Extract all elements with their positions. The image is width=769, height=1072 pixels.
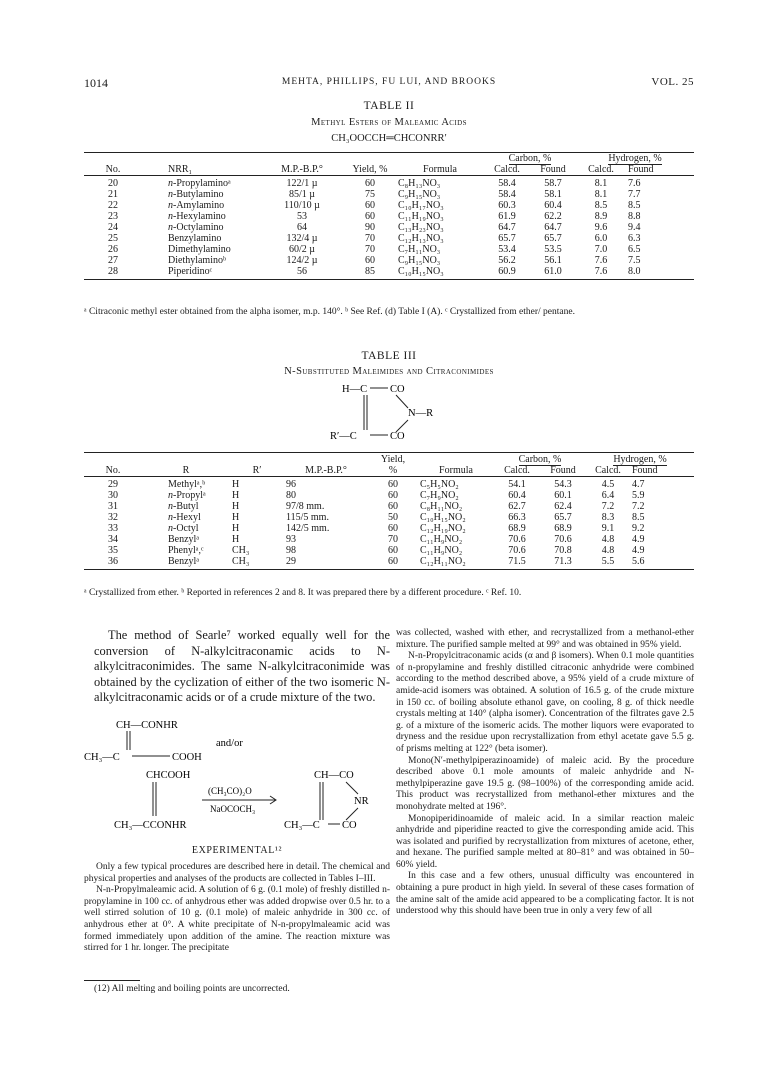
table2-cell: 25 <box>108 233 118 244</box>
table2-cell: 90 <box>365 222 375 233</box>
table3-cell: 98 <box>286 545 296 556</box>
table2-cell: 21 <box>108 189 118 200</box>
right-paragraph: Monopiperidinoamide of maleic acid. In a similar reaction maleic anhydride and piperidine reacted to give the corresponding amide acid. This was isolated and purified by recrystallization from mixtures of acetone, ether, and hexane. The purified sample melted at 80–81° and was obtained in 50–60% yield. <box>396 813 694 870</box>
table3-cell: 7.2 <box>632 501 645 512</box>
table2-cell: 65.7 <box>498 233 516 244</box>
intro-text: The method of Searle⁷ worked equally well for the conversion of N-alkylcitraconamic acids to N-alkylcitraconimides. The same N-alkylcitraconimide was obtained by the cyclization of either of the two isomeric N-alkylcitraconamic acids or of a crude mixture of the two. <box>94 628 390 704</box>
table3-cell: 4.7 <box>632 479 645 490</box>
table3-cell: n-Octyl <box>168 523 199 534</box>
table3-row <box>84 523 694 534</box>
table2-cell: 7.6 <box>594 255 608 266</box>
struct-top-right: CO <box>390 384 405 395</box>
table3-col-header: Calcd. <box>586 465 630 477</box>
table3-cell: 33 <box>108 523 118 534</box>
table3-cell: 93 <box>286 534 296 545</box>
table3-cell: 32 <box>108 512 118 523</box>
table3-row <box>84 534 694 545</box>
left-paragraph: Only a few typical procedures are described here in detail. The chemical and physical properties and analyses of the products are collected in Tables I–III. <box>84 862 390 884</box>
imide-structure <box>330 380 470 446</box>
table2-title: Methyl Esters of Maleamic Acids <box>311 117 467 128</box>
table3-cell: 68.9 <box>508 523 526 534</box>
table3-cell: Phenylᵃ,ᶜ <box>168 545 204 556</box>
table2-cell: 64.7 <box>544 222 562 233</box>
right-body <box>396 628 694 918</box>
table3-cell: 8.3 <box>601 512 615 523</box>
table2-cell: 85/1 µ <box>288 189 316 200</box>
table2-cell: 22 <box>108 200 118 211</box>
table3-cell: 8.5 <box>632 512 645 523</box>
table3-cell: 60 <box>388 501 398 512</box>
table3-cell: C₁₁H₉NO₂ <box>420 534 463 545</box>
table2-col-header: No. <box>84 164 142 176</box>
table3-cell: C₅H₅NO₂ <box>420 479 459 490</box>
table2-header-row <box>84 164 694 176</box>
table3-cell: 62.7 <box>508 501 526 512</box>
scheme-p-nr: NR <box>354 796 369 807</box>
table2-cell: 8.5 <box>628 200 641 211</box>
running-authors: MEHTA, PHILLIPS, FU LUI, AND BROOKS <box>281 77 497 87</box>
table2-row <box>84 222 694 233</box>
table2-col-header: M.P.-B.P.° <box>260 164 344 176</box>
table2-col-header: Found <box>530 164 576 176</box>
table2-cell: 61.9 <box>498 211 516 222</box>
table2-cell: 58.4 <box>498 178 516 189</box>
table2-footnote: ᵃ Citraconic methyl ester obtained from the alpha isomer, m.p. 140°. ᵇ See Ref. (d) Table I (A). ᶜ Crystallized from ether/ pentane. <box>84 307 575 317</box>
reaction-scheme <box>84 716 390 840</box>
table2-cell: n-Hexylamino <box>168 211 226 222</box>
table3-title: N-Substituted Maleimides and Citraconimides <box>284 366 494 377</box>
table2-cell: n-Butylamino <box>168 189 224 200</box>
table2-cell: 53.4 <box>498 244 516 255</box>
table2-cell: 110/10 µ <box>284 200 320 211</box>
table3-cell: 70.6 <box>508 545 526 556</box>
table2-row <box>84 244 694 255</box>
table3-cell: 80 <box>286 490 296 501</box>
scheme-s1-top: CH—CONHR <box>116 720 178 731</box>
table3-cell: Benzylᵃ <box>142 556 230 570</box>
table3-cell: 4.8 <box>601 545 615 556</box>
table3-cell: 31 <box>108 501 118 512</box>
table3-col-header: M.P.-B.P.° <box>284 465 368 477</box>
table3-cell: 7.2 <box>601 501 615 512</box>
table3-cell: 9.2 <box>632 523 645 534</box>
table3-row <box>84 477 694 491</box>
right-paragraph: In this case and a few others, unusual difficulty was encountered in obtaining a pure product in high yield. In several of these cases formation of the amine salt of the amide acid appeared to be a complicating factor. It is not understood why this should have been true in only a very few of all <box>396 871 694 917</box>
table3-cell: 70.8 <box>554 545 572 556</box>
table2-cell: 7.6 <box>576 266 626 280</box>
intro-paragraph <box>94 628 390 706</box>
table3-cell: 9.1 <box>601 523 615 534</box>
table2-cell: 85 <box>344 266 396 280</box>
table2-cell: 6.3 <box>628 233 641 244</box>
table3-row <box>84 512 694 523</box>
table3-cell: H <box>232 534 240 545</box>
table3-cell: 62.4 <box>554 501 572 512</box>
table2-row <box>84 233 694 244</box>
table2-cell: 26 <box>108 244 118 255</box>
table2-cell: C₁₁H₁₉NO₃ <box>398 211 444 222</box>
table3-cell: 4.9 <box>632 534 645 545</box>
table2-cell: n-Amylamino <box>168 200 225 211</box>
table2-cell: C₇H₁₁NO₃ <box>398 244 441 255</box>
table2-cell: C₉H₁₅NO₃ <box>398 255 441 266</box>
table3-cell: 71.5 <box>494 556 540 570</box>
table2-cell: 64 <box>297 222 307 233</box>
scheme-s1-mid: CH₃—C <box>84 752 120 763</box>
table3-cell: 29 <box>284 556 368 570</box>
table2-cell: 53.5 <box>544 244 562 255</box>
table2-cell: 8.5 <box>594 200 608 211</box>
table3-cell: C₁₀H₁₅NO₂ <box>420 512 466 523</box>
table3-cell: C₁₁H₉NO₂ <box>420 545 463 556</box>
scheme-p-co: CO <box>342 820 357 831</box>
table3-cell: n-Propylᵃ <box>168 490 206 501</box>
table2-cell: 65.7 <box>544 233 562 244</box>
table2-label: TABLE II <box>363 100 415 112</box>
running-header <box>84 76 694 92</box>
table3-col-header: R′ <box>230 465 284 477</box>
table2-cell: 60 <box>365 178 375 189</box>
table2-cell: n-Propylaminoᵃ <box>168 178 231 189</box>
table2-row <box>84 211 694 222</box>
table3-cell: H <box>232 501 240 512</box>
table3-cell: CH₃ <box>232 545 250 556</box>
scheme-p-top: CH—CO <box>314 770 354 781</box>
table3-cell: 97/8 mm. <box>286 501 325 512</box>
table2-cell: 9.6 <box>594 222 608 233</box>
table3-footnote: ᵃ Crystallized from ether. ᵇ Reported in references 2 and 8. It was prepared there by a different procedure. ᶜ Ref. 10. <box>84 588 522 598</box>
table3-cell: 30 <box>108 490 118 501</box>
table3-cell: 70 <box>388 534 398 545</box>
table2-cell: Dimethylamino <box>168 244 231 255</box>
table2-cell: 8.8 <box>628 211 641 222</box>
table3-cell: 115/5 mm. <box>286 512 329 523</box>
table3-label: TABLE III <box>361 350 417 362</box>
footnote-rule <box>84 980 140 981</box>
table2-cell: 60/2 µ <box>288 244 316 255</box>
table3-cell: Methylᵃ,ᵇ <box>168 479 206 490</box>
table3-row <box>84 556 694 570</box>
volume-label: VOL. 25 <box>651 76 694 88</box>
scheme-s2-bottom: CH₃—CCONHR <box>114 820 187 831</box>
table2-row <box>84 266 694 280</box>
table2-cell: 60.9 <box>484 266 530 280</box>
table2-cell: 6.0 <box>594 233 608 244</box>
table3-cell: Benzylᵃ <box>168 534 200 545</box>
table2-cell: 64.7 <box>498 222 516 233</box>
table3-cell: n-Hexyl <box>168 512 201 523</box>
table3-cell: 35 <box>108 545 118 556</box>
table2-cell: 9.4 <box>628 222 641 233</box>
table2-cell: Diethylaminoᵇ <box>168 255 227 266</box>
page-number: 1014 <box>84 76 108 90</box>
table2-col-header: Found <box>626 164 694 176</box>
table2-cell: C₁₀H₁₅NO₃ <box>396 266 484 280</box>
table3-row <box>84 501 694 512</box>
scheme-reagent1: (CH₃CO)₂O <box>208 786 252 796</box>
table2-cell: C₁₂H₁₃NO₃ <box>398 233 444 244</box>
experimental-footnote: (12) All melting and boiling points are uncorrected. <box>94 984 290 994</box>
table2-cell: 75 <box>365 189 375 200</box>
table2-hydrogen-group: Hydrogen, % <box>608 153 662 164</box>
table3-header-row <box>84 465 694 477</box>
table3-col-header: Found <box>630 465 694 477</box>
table3-col-header: R <box>142 465 230 477</box>
table3-cell: H <box>232 490 240 501</box>
table3-cell: C₇H₉NO₂ <box>420 490 459 501</box>
table2-cell: 7.5 <box>628 255 641 266</box>
left-body <box>84 862 390 955</box>
table2-cell: 8.9 <box>594 211 608 222</box>
table3-cell: 60 <box>368 556 418 570</box>
table2-cell: 27 <box>108 255 118 266</box>
table3-col-header: Calcd. <box>494 465 540 477</box>
table2 <box>84 152 694 280</box>
table3-cell: 66.3 <box>508 512 526 523</box>
scheme-and-or: and/or <box>216 738 243 749</box>
table3-cell: H <box>232 512 240 523</box>
table3-col-header-pct: % <box>368 465 418 477</box>
scheme-reagent2: NaOCOCH₃ <box>210 804 256 814</box>
table3-cell: 50 <box>388 512 398 523</box>
table2-cell: Piperidinoᶜ <box>142 266 260 280</box>
table3-cell: 5.6 <box>630 556 694 570</box>
table2-cell: 60.4 <box>544 200 562 211</box>
table3-cell: 60.1 <box>554 490 572 501</box>
table3-cell: 60 <box>388 490 398 501</box>
table3-cell: 60 <box>388 545 398 556</box>
right-paragraph: was collected, washed with ether, and recrystallized from a methanol-ether mixture. The purified sample melted at 99° and was obtained in 95% yield. <box>396 628 694 650</box>
table2-cell: 8.1 <box>594 189 608 200</box>
table2-row <box>84 176 694 190</box>
table3-cell: 36 <box>84 556 142 570</box>
table3-cell: 4.9 <box>632 545 645 556</box>
table2-cell: 56.2 <box>498 255 516 266</box>
table2-cell: 132/4 µ <box>286 233 318 244</box>
table2-cell: 7.6 <box>628 178 641 189</box>
scheme-s1-cooh: COOH <box>172 752 202 763</box>
table3-cell: C₁₂H₁₉NO₂ <box>420 523 466 534</box>
table2-cell: 58.1 <box>544 189 562 200</box>
table3-col-header: Found <box>540 465 586 477</box>
table2-cell: 60.3 <box>498 200 516 211</box>
table3-cell: H <box>232 523 240 534</box>
table3-cell: C₈H₁₁NO₂ <box>420 501 463 512</box>
table3-row <box>84 545 694 556</box>
struct-top-left: H—C <box>342 384 368 395</box>
table3-cell: CH₃ <box>230 556 284 570</box>
table3-cell: 4.8 <box>601 534 615 545</box>
table3-cell: 68.9 <box>554 523 572 534</box>
table2-cell: 8.1 <box>594 178 608 189</box>
table3-cell: H <box>232 479 240 490</box>
table3-yield-header <box>368 453 418 466</box>
table3-cell: 65.7 <box>554 512 572 523</box>
table2-cell: 60 <box>365 200 375 211</box>
table3-cell: 71.3 <box>540 556 586 570</box>
table2-row <box>84 255 694 266</box>
table2-cell: 7.7 <box>628 189 641 200</box>
struct-nr: N—R <box>408 408 434 419</box>
struct-bottom-right: CO <box>390 431 405 442</box>
table2-cell: 28 <box>84 266 142 280</box>
table2-cell: C₈H₁₃NO₃ <box>398 178 441 189</box>
table3-carbon-group: Carbon, % <box>518 453 562 465</box>
table2-col-header: Calcd. <box>484 164 530 176</box>
table2-cell: 6.5 <box>628 244 641 255</box>
table3-cell: 29 <box>108 479 118 490</box>
table2-cell: Benzylamino <box>168 233 222 244</box>
table2-cell: 8.0 <box>626 266 694 280</box>
table3-cell: 60.4 <box>508 490 526 501</box>
table2-cell: 61.0 <box>530 266 576 280</box>
table3-hydrogen-group: Hydrogen, % <box>613 453 667 465</box>
table2-cell: 60 <box>365 255 375 266</box>
table3-cell: 96 <box>286 479 296 490</box>
table3-cell: n-Butyl <box>168 501 199 512</box>
left-footnote <box>84 984 390 996</box>
table3-row <box>84 490 694 501</box>
table3-cell: 54.3 <box>554 479 572 490</box>
table3-cell: 142/5 mm. <box>286 523 330 534</box>
table3 <box>84 452 694 570</box>
scheme-s2-top: CHCOOH <box>146 770 191 781</box>
table3-cell: 6.4 <box>601 490 615 501</box>
table3-cell: 70.6 <box>508 534 526 545</box>
table2-row <box>84 200 694 211</box>
table3-cell: 5.9 <box>632 490 645 501</box>
table2-col-header: Yield, % <box>344 164 396 176</box>
table2-cell: 70 <box>365 233 375 244</box>
experimental-heading: EXPERIMENTAL¹² <box>191 845 283 856</box>
table2-carbon-group: Carbon, % <box>508 153 552 164</box>
table2-row <box>84 189 694 200</box>
table2-cell: 58.4 <box>498 189 516 200</box>
table2-cell: C₁₃H₂₃NO₃ <box>398 222 444 233</box>
table2-col-header: Calcd. <box>576 164 626 176</box>
table2-cell: 56 <box>260 266 344 280</box>
table2-cell: 56.1 <box>544 255 562 266</box>
table2-cell: 23 <box>108 211 118 222</box>
table2-cell: C₉H₁₅NO₃ <box>398 189 441 200</box>
table2-cell: 122/1 µ <box>286 178 318 189</box>
table2-cell: 24 <box>108 222 118 233</box>
table2-cell: 53 <box>297 211 307 222</box>
table3-cell: 34 <box>108 534 118 545</box>
table2-cell: 62.2 <box>544 211 562 222</box>
table3-cell: 60 <box>388 523 398 534</box>
left-paragraph: N-n-Propylmaleamic acid. A solution of 6 g. (0.1 mole) of freshly distilled n-propylamine in 100 cc. of anhydrous ether was added dropwise over 0.5 hr. to a well stirred solution of 10 g. (0.1 mole) of maleic anhydride in 300 cc. of anhydrous ether at 0°. A white precipitate of N-n-propylmaleamic acid was formed immediately upon addition of the amine. The reaction mixture was stirred for 1 hr. longer. The precipitate <box>84 885 390 954</box>
table2-cell: n-Octylamino <box>168 222 224 233</box>
table2-cell: 70 <box>365 244 375 255</box>
table2-cell: C₁₀H₁₇NO₃ <box>398 200 444 211</box>
right-paragraph: N-n-Propylcitraconamic acids (α and β isomers). When 0.1 mole quantities of n-propylamine and freshly distilled citraconic anhydride were combined according to the method described above, a 95% yield of a crude mixture of amide-acid isomers was obtained. A solution of 16.5 g. of the crude mixture in 150 cc. of boiling absolute ethanol gave, on cooling, 8 g. of thick needle crystals melting at 140° (alpha isomer). Concentration of the filtrates gave 2.5 g. of a mixture of the isomeric acids. The mother liquors were evaporated to dryness and the residue upon recrystallization from ethyl acetate gave 5.5 g. of prisms melting at 122° (beta isomer). <box>396 651 694 754</box>
table3-col-header: Formula <box>418 465 494 477</box>
table2-cell: 20 <box>108 178 118 189</box>
table3-cell: 5.5 <box>586 556 630 570</box>
table3-col-header: No. <box>84 465 142 477</box>
table2-col-header: NRR₁ <box>142 164 260 176</box>
table2-col-header: Formula <box>396 164 484 176</box>
table2-formula: CH₃OOCCH═CHCONRR′ <box>331 133 447 144</box>
struct-bottom-left: R′—C <box>330 431 357 442</box>
table2-cell: 60 <box>365 211 375 222</box>
scheme-p-bottom: CH₃—C <box>284 820 320 831</box>
right-paragraph: Mono(N′-methylpiperazinoamide) of maleic acid. By the procedure described above 0.1 mole amounts of maleic anhydride and N-methylpiperazine gave 19.5 g. (98–100%) of the corresponding amide acid. This product was recrystallized from methanol-ether mixtures and the monohydrate melted at 196°. <box>396 755 694 812</box>
table3-cell: 70.6 <box>554 534 572 545</box>
table3-cell: 54.1 <box>508 479 526 490</box>
table3-cell: C₁₂H₁₁NO₂ <box>418 556 494 570</box>
table2-cell: 58.7 <box>544 178 562 189</box>
table2-cell: 124/2 µ <box>286 255 318 266</box>
table3-cell: 60 <box>388 479 398 490</box>
table3-yield-word: Yield, <box>380 454 406 465</box>
table3-cell: 4.5 <box>601 479 615 490</box>
table2-cell: 7.0 <box>594 244 608 255</box>
